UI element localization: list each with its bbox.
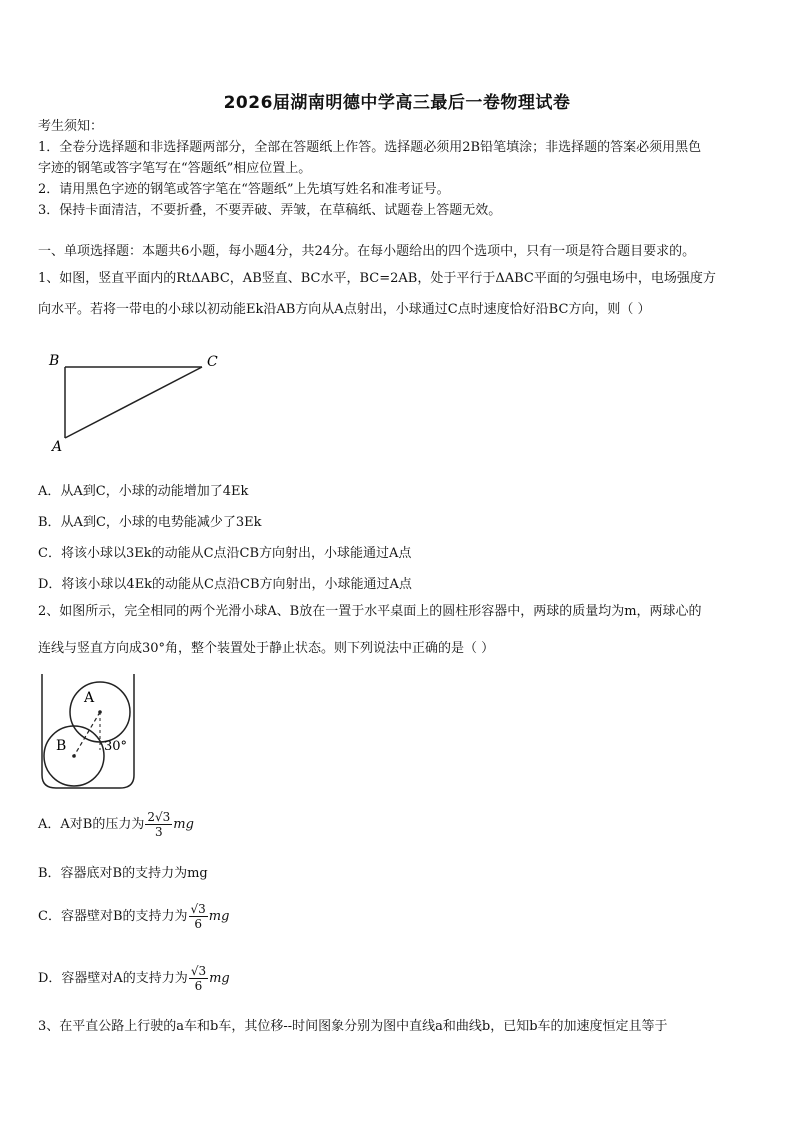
q1-option-b: B．从A到C，小球的电势能减少了3Ek xyxy=(38,515,262,530)
q2-option-b: B．容器底对B的支持力为mg xyxy=(38,866,208,881)
q1-option-a: A．从A到C，小球的动能增加了4Ek xyxy=(38,484,249,499)
q2-option-c-text: C．容器壁对B的支持力为 xyxy=(38,909,188,924)
section-heading: 一、单项选择题：本题共6小题，每小题4分，共24分。在每小题给出的四个选项中，只有一项是符合题目要求的。 xyxy=(38,244,696,259)
q2-option-c xyxy=(38,902,229,931)
notice-item-2: 2．请用黑色字迹的钢笔或答字笔在“答题纸”上先填写姓名和准考证号。 xyxy=(38,182,450,197)
fraction-denominator: 3 xyxy=(154,825,163,839)
ball-b-label: B xyxy=(56,738,67,754)
q1-stem-line1: 1、如图，竖直平面内的RtΔABC，AB竖直、BC水平，BC=2AB，处于平行于ΔABC平面的匀强电场中，电场强度方 xyxy=(38,271,716,286)
ball-a-label: A xyxy=(84,690,95,706)
q2-option-a-unit: mg xyxy=(173,817,194,832)
q2-option-d xyxy=(38,964,230,993)
q2-option-d-text: D．容器壁对A的支持力为 xyxy=(38,971,188,986)
vertex-c-label: C xyxy=(207,354,218,370)
vertex-a-label: A xyxy=(52,439,63,455)
q2-stem-line1: 2、如图所示，完全相同的两个光滑小球A、B放在一置于水平桌面上的圆柱形容器中，两球的质量均为m，两球心的 xyxy=(38,604,702,619)
vertex-b-label: B xyxy=(49,353,60,369)
fraction-denominator: 6 xyxy=(194,979,203,993)
fraction xyxy=(189,902,208,931)
fraction-numerator: √3 xyxy=(190,964,207,978)
fraction-denominator: 6 xyxy=(194,917,202,931)
angle-label: 30° xyxy=(104,739,128,754)
fraction xyxy=(189,964,208,993)
q2-option-c-unit: mg xyxy=(208,909,230,924)
fraction-numerator: √3 xyxy=(190,902,206,916)
q1-option-d: D．将该小球以4Ek的动能从C点沿CB方向射出，小球能通过A点 xyxy=(38,577,412,592)
page-title: 2026届湖南明德中学高三最后一卷物理试卷 xyxy=(223,93,571,113)
q1-stem-line2: 向水平。若将一带电的小球以初动能Ek沿AB方向从A点射出，小球通过C点时速度恰好沿BC方向，则（ ） xyxy=(38,302,651,317)
q3-stem-line1: 3、在平直公路上行驶的a车和b车，其位移--时间图象分别为图中直线a和曲线b，已知b车的加速度恒定且等于 xyxy=(38,1019,668,1034)
q2-stem-line2: 连线与竖直方向成30°角，整个装置处于静止状态。则下列说法中正确的是（ ） xyxy=(38,641,495,656)
q2-container-figure xyxy=(36,670,146,795)
q2-option-a xyxy=(38,810,194,839)
q1-triangle-figure xyxy=(40,340,240,460)
notice-item-1: 1．全卷分选择题和非选择题两部分，全部在答题纸上作答。选择题必须用2B铅笔填涂；非选择题的答案必须用黑色 xyxy=(38,140,702,155)
q2-option-a-text: A．A对B的压力为 xyxy=(38,817,145,832)
notice-item-1-cont: 字迹的钢笔或答字笔写在“答题纸”相应位置上。 xyxy=(38,161,312,176)
fraction xyxy=(145,810,172,839)
q1-option-c: C．将该小球以3Ek的动能从C点沿CB方向射出，小球能通过A点 xyxy=(38,546,412,561)
notice-item-3: 3．保持卡面清洁，不要折叠，不要弄破、弄皱，在草稿纸、试题卷上答题无效。 xyxy=(38,203,502,218)
fraction-numerator: 2√3 xyxy=(147,810,171,824)
notice-heading: 考生须知： xyxy=(38,119,104,134)
q2-option-d-unit: mg xyxy=(209,971,230,986)
